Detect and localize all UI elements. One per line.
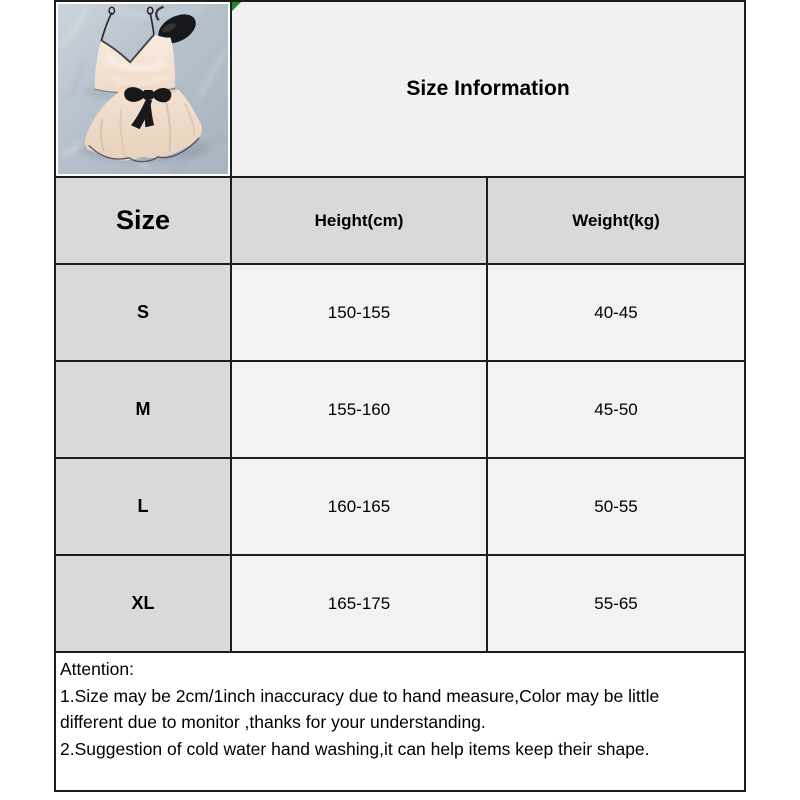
attention-heading: Attention: <box>60 659 134 679</box>
row-l-height-value: 160-165 <box>232 459 488 556</box>
row-s-size-label: S <box>56 265 232 362</box>
size-information-header-cell <box>232 2 744 178</box>
row-xl-height-value: 165-175 <box>232 556 488 653</box>
column-header-weight: Weight(kg) <box>488 178 744 265</box>
attention-note-2: 2.Suggestion of cold water hand washing,it can help items keep their shape. <box>60 738 650 759</box>
attention-note-1: 1.Size may be 2cm/1inch inaccuracy due to hand measure,Color may be little different due to monitor ,thanks for your understanding. <box>60 685 660 732</box>
row-m-size-label: M <box>56 362 232 459</box>
size-table <box>56 2 744 653</box>
row-m-weight-value: 45-50 <box>488 362 744 459</box>
column-header-size: Size <box>56 178 232 265</box>
row-s-height-value: 150-155 <box>232 265 488 362</box>
size-information-title: Size Information <box>406 77 570 100</box>
product-photo <box>58 4 228 174</box>
row-s-weight-value: 40-45 <box>488 265 744 362</box>
cell-corner-marker-icon <box>232 2 241 11</box>
row-l-size-label: L <box>56 459 232 556</box>
row-l-weight-value: 50-55 <box>488 459 744 556</box>
column-header-height: Height(cm) <box>232 178 488 265</box>
row-m-height-value: 155-160 <box>232 362 488 459</box>
row-xl-weight-value: 55-65 <box>488 556 744 653</box>
attention-note-box <box>56 653 744 790</box>
size-chart-sheet <box>54 0 746 792</box>
row-xl-size-label: XL <box>56 556 232 653</box>
product-photo-cell <box>56 2 232 178</box>
